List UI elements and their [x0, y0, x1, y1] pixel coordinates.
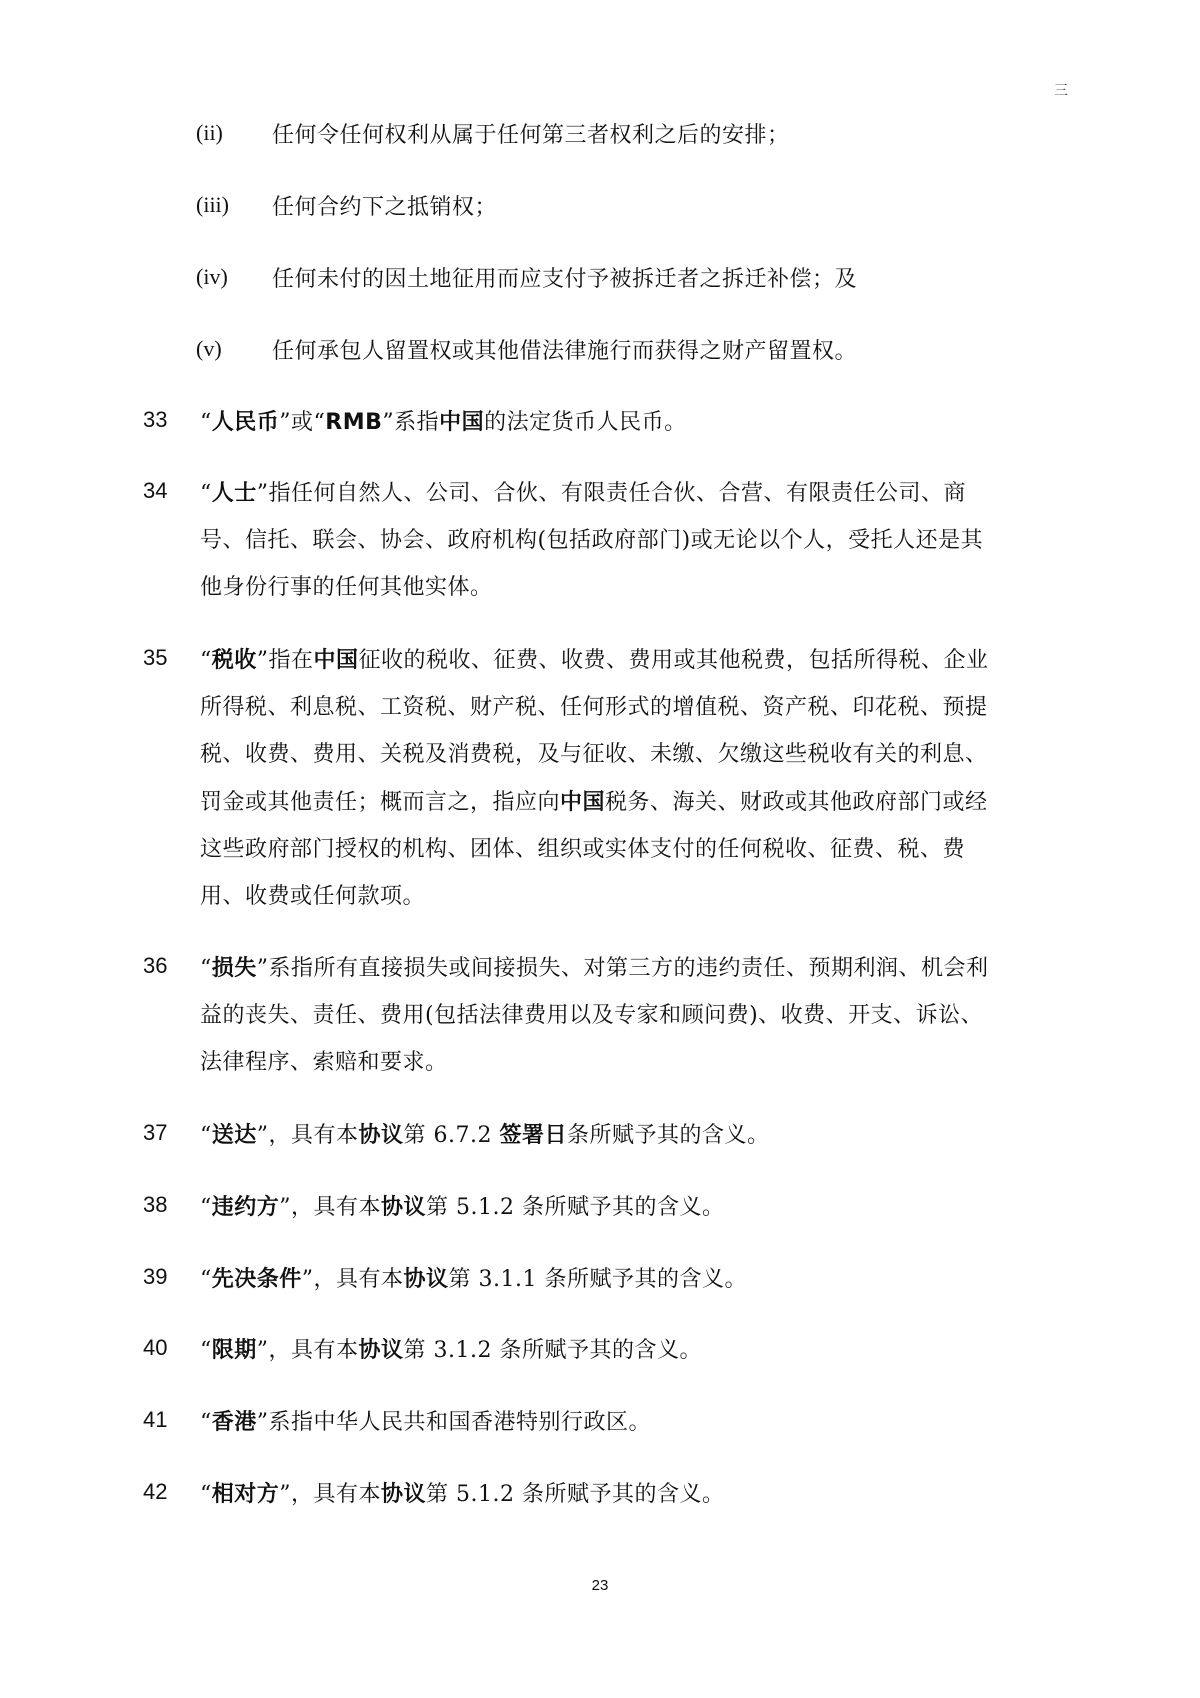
- definition-number: 40: [143, 1335, 168, 1360]
- definition-line: [200, 1190, 725, 1221]
- text-segment: “: [200, 956, 212, 981]
- text-segment: “: [200, 410, 212, 435]
- text-segment: ”，具有本: [301, 1267, 404, 1292]
- text-segment: ”系指: [382, 410, 440, 435]
- definition-number: 41: [143, 1407, 168, 1432]
- text-segment: 第 5.1.2 条所赋予其的含义。: [426, 1482, 725, 1507]
- header-mark: 三: [1054, 83, 1068, 99]
- defined-term: 协议: [358, 1123, 404, 1148]
- defined-term: 中国: [560, 790, 606, 815]
- text-segment: 法律程序、索赔和要求。: [200, 1050, 448, 1075]
- definition-line: [200, 1333, 702, 1364]
- defined-term: 协议: [381, 1482, 427, 1507]
- text-segment: 第 5.1.2 条所赋予其的含义。: [426, 1195, 725, 1220]
- text-segment: 的法定货币人民币。: [484, 410, 687, 435]
- definition-number: 42: [143, 1479, 168, 1504]
- text-segment: 第 3.1.1 条所赋予其的含义。: [448, 1267, 747, 1292]
- text-segment: 第 6.7.2: [403, 1123, 500, 1148]
- text-segment: “: [200, 648, 212, 673]
- defined-term: 中国: [313, 648, 359, 673]
- text-segment: “: [200, 481, 212, 506]
- definition-number: 36: [143, 953, 168, 978]
- definition-number: 37: [143, 1120, 168, 1145]
- text-segment: 所得税、利息税、工资税、财产税、任何形式的增值税、资产税、印花税、预提: [200, 695, 988, 720]
- defined-term: 送达: [211, 1123, 257, 1148]
- definition-line: [200, 690, 988, 721]
- sub-item-ii: [0, 114, 1200, 154]
- sub-item-text: 任何令任何权利从属于任何第三者权利之后的安排；: [272, 123, 790, 148]
- sub-item-number: (v): [196, 336, 222, 361]
- sub-item-text: 任何合约下之抵销权；: [272, 195, 498, 220]
- definition-number: 35: [143, 645, 168, 670]
- definition-line: [200, 643, 989, 674]
- definition-line: [200, 476, 966, 507]
- sub-item-number: (iii): [196, 192, 229, 217]
- text-segment: 号、信托、联会、协会、政府机构(包括政府部门)或无论以个人，受托人还是其: [200, 528, 984, 553]
- sub-item-iii: [0, 186, 1200, 226]
- sub-item-text: 任何未付的因土地征用而应支付予被拆迁者之拆迁补偿；及: [272, 267, 858, 292]
- definition-line: [200, 737, 988, 768]
- text-segment: 罚金或其他责任；概而言之，指应向: [200, 790, 561, 815]
- text-segment: 这些政府部门授权的机构、团体、组织或实体支付的任何税收、征费、税、费: [200, 837, 966, 862]
- defined-term: 人士: [211, 481, 257, 506]
- defined-term: 中国: [439, 410, 485, 435]
- text-segment: ”，具有本: [279, 1482, 382, 1507]
- definition-line: [200, 1045, 448, 1076]
- defined-term: 限期: [211, 1338, 257, 1363]
- definition-line: [200, 1118, 770, 1149]
- defined-term: 先决条件: [211, 1267, 302, 1292]
- text-segment: ”，具有本: [256, 1123, 359, 1148]
- definition-line: [200, 785, 988, 816]
- sub-item-text: 任何承包人留置权或其他借法律施行而获得之财产留置权。: [272, 339, 858, 364]
- definition-number: 33: [143, 407, 168, 432]
- page-number: 23: [591, 1577, 609, 1594]
- definition-line: [200, 951, 989, 982]
- text-segment: ”，具有本: [256, 1338, 359, 1363]
- text-segment: “: [200, 1123, 212, 1148]
- text-segment: ”指在: [256, 648, 314, 673]
- definition-line: [200, 1405, 651, 1436]
- definition-line: [200, 570, 493, 601]
- text-segment: 益的丧失、责任、费用(包括法律费用以及专家和顾问费)、收费、开支、诉讼、: [200, 1003, 984, 1028]
- text-segment: “: [200, 1410, 212, 1435]
- definition-line: [200, 832, 965, 863]
- defined-term: 协议: [358, 1338, 404, 1363]
- text-segment: 第 3.1.2 条所赋予其的含义。: [403, 1338, 702, 1363]
- sub-item-number: (ii): [196, 120, 223, 145]
- text-segment: 他身份行事的任何其他实体。: [200, 575, 493, 600]
- defined-term: 税收: [211, 648, 257, 673]
- text-segment: 条所赋予其的含义。: [567, 1123, 770, 1148]
- definition-line: [200, 879, 425, 910]
- definition-line: [200, 405, 687, 436]
- text-segment: 用、收费或任何款项。: [200, 884, 426, 909]
- text-segment: ”或“: [279, 410, 326, 435]
- defined-term: 相对方: [211, 1482, 280, 1507]
- sub-item-v: [0, 330, 1200, 370]
- definition-line: [200, 1262, 747, 1293]
- text-segment: ”指任何自然人、公司、合伙、有限责任合伙、合营、有限责任公司、商: [256, 481, 967, 506]
- text-segment: “: [200, 1482, 212, 1507]
- defined-term: 违约方: [211, 1195, 280, 1220]
- text-segment: 税、收费、费用、关税及消费税，及与征收、未缴、欠缴这些税收有关的利息、: [200, 742, 988, 767]
- text-segment: ”系指中华人民共和国香港特别行政区。: [256, 1410, 652, 1435]
- definition-line: [200, 523, 983, 554]
- definition-line: [200, 998, 983, 1029]
- defined-term: 协议: [403, 1267, 449, 1292]
- definition-line: [200, 1477, 725, 1508]
- sub-item-iv: [0, 258, 1200, 298]
- sub-item-number: (iv): [196, 264, 228, 289]
- definition-number: 39: [143, 1264, 168, 1289]
- text-segment: “: [200, 1338, 212, 1363]
- defined-term: RMB: [325, 410, 383, 435]
- defined-term: 协议: [381, 1195, 427, 1220]
- defined-term: 签署日: [499, 1123, 568, 1148]
- defined-term: 损失: [211, 956, 257, 981]
- text-segment: ”，具有本: [279, 1195, 382, 1220]
- defined-term: 香港: [211, 1410, 257, 1435]
- definition-number: 34: [143, 478, 168, 503]
- text-segment: 征收的税收、征费、收费、费用或其他税费，包括所得税、企业: [358, 648, 989, 673]
- text-segment: “: [200, 1267, 212, 1292]
- text-segment: 税务、海关、财政或其他政府部门或经: [605, 790, 988, 815]
- defined-term: 人民币: [211, 410, 280, 435]
- definition-number: 38: [143, 1192, 168, 1217]
- text-segment: “: [200, 1195, 212, 1220]
- text-segment: ”系指所有直接损失或间接损失、对第三方的违约责任、预期利润、机会利: [256, 956, 989, 981]
